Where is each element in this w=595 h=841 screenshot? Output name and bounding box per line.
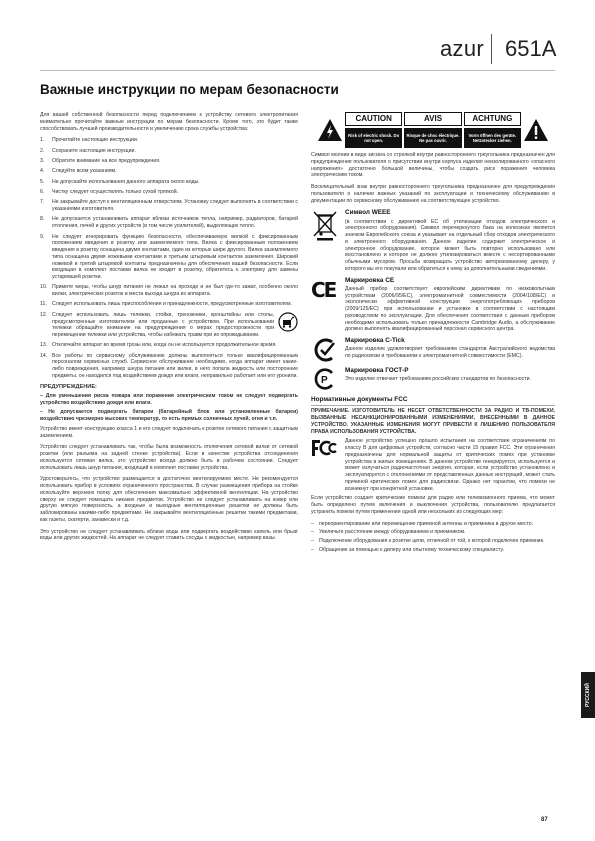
list-item: 2. Сохраните настоящие инструкции. <box>40 147 136 154</box>
paragraph: Данный прибор соответствует европейским директивам по низковольтным устройствам (2006/95/EC), электромагнитной совместимости (2004/108/EC) и экологически эффективной конструкции энергопотребляющих приборов (2009/125/EC) при использовании и установке в соответствии с настоящим руководством по эксплуатации. Для обеспечения соответствия с данным прибором необходимо использовать только принадлежности Cambridge Audio, а обслуживание должно выполнять квалифицированный персонал сервисного центра. <box>345 285 555 333</box>
paragraph: Символ молнии в виде зигзага со стрелкой внутри равностороннего треугольника предназначен для предупреждения пользователя о присутствии внутри корпуса изделия неизолированного «опасного напряжения» достаточно большой величины, чтобы создать риск поражения человека электрическим током. <box>311 152 555 179</box>
left-column <box>40 112 298 547</box>
warning-text: – Не допускается подвергать батареи (батарейный блок или установленные батареи) воздействию чрезмерно высоких температур, то есть прямых солнечных лучей, огня и т.п. <box>40 409 298 423</box>
language-tab: РУССКИЙ <box>581 672 595 718</box>
list-item: 13. Отключайте аппарат во время грозы или, когда он не используется продолжительное время. <box>40 342 277 349</box>
paragraph: Восклицательный знак внутри равностороннего треугольника предназначен для предупреждения пользователя о наличии важных указаний по эксплуатации и техническому обслуживанию в документации по сервисному обслуживанию на соответствующее устройство. <box>311 184 555 204</box>
caution-heading: AVIS <box>404 112 461 126</box>
ctick-section <box>311 337 555 363</box>
paragraph: (в соответствии с директивой ЕС об утилизации отходов электрического и электронного оборудования). Символ перечеркнутого бака на колесиках является значком Европейского союза и указывает на отдельный сбор отходов электрического и электронного оборудования. Данное изделие содержит электрическое и электронное оборудование, которое может быть повторно использовано или восстановлено и которое не должно утилизироваться вместе с несортированными обычными мусором. Просьба возвращать устройство авторизованному дилеру, у которого вы его покупали или обратиться к нему за дополнительными сведениями. <box>345 218 555 272</box>
exclamation-warning-icon <box>521 112 551 148</box>
page-title: Важные инструкции по мерам безопасности <box>40 82 339 97</box>
list-item: 9. Не следует игнорировать функцию безопасности, обеспечиваемую вилкой с фиксированным положением введения в розетку или заземляемого типа. Вилка с фиксированным положением введения в розетку оснащена двумя контактами, один из которых шире другого. Вилка заземляемого типа оснащена двумя ножевыми контактами и третьим штыревым контактом заземления. Широкий ножевой и третий штыревой контакты предназначены для обеспечения вашей безопасности. Если входящая в комплект поставки вилка не входит в розетку, обратитесь к электрику для замены устаревшей розетки. <box>40 233 298 280</box>
paragraph: Данное устройство успешно прошло испытания на соответствие ограничениям по классу B для цифровых устройств, согласно части 15 правил FCC. Эти ограничения предназначены для нормальной защиты от критических помех при установке устройства в жилых помещениях. В данном устройстве генерируется, используется и может излучаться радиочастотная энергия, которая, если устройство установлено и эксплуатируется с отклонениями от представленных данных инструкций, может стать причиной критических помех для радиосвязи. Однако нет гарантии, что помехи не возникнут при конкретной установке. <box>345 438 555 492</box>
section-title: Маркировка CE <box>345 276 395 284</box>
section-title: Маркировка C-Tick <box>345 337 405 345</box>
header-separator <box>491 34 492 64</box>
list-item: – Увеличьте расстояние между оборудованием и приемником. <box>311 529 466 536</box>
fcc-logo-icon <box>311 438 339 458</box>
section-title: Маркировка ГОСТ-Р <box>345 367 409 375</box>
section-title: Символ WEEE <box>345 209 391 217</box>
list-item: 7. Не закрывайте доступ к вентиляционным отверстиям. Установку следует выполнять в соответствии с указаниями изготовителя. <box>40 199 298 213</box>
right-column <box>311 112 555 556</box>
caution-heading: CAUTION <box>345 112 402 126</box>
list-item: – Подключение оборудования к розетке цепи, отличной от той, к которой подключен приемник. <box>311 538 545 545</box>
header-rule <box>40 70 555 71</box>
svg-text:P: P <box>321 375 328 387</box>
warning-text: – Для уменьшения риска пожара или поражения электрическим током не следует подвергать устройство воздействию дождя или влаги. <box>40 392 298 406</box>
list-item: 8. Не допускается устанавливать аппарат вблизи источников тепла, например, радиаторов, батарей отопления, печей и других устройств (в том числе усилителей), выделяющих тепло. <box>40 216 298 230</box>
list-item: 10. Примите меры, чтобы шнур питания не лежал на проходе и не был где-то зажат, особенно около вилки, электрических розеток и места выхода шнура из аппарата. <box>40 284 298 298</box>
paragraph: Устройство имеет конструкцию класса 1 и его следует подключать к розетке сетевого питания с защитным заземлением. <box>40 425 298 439</box>
ce-mark-icon: CE <box>311 277 336 302</box>
list-item: – Обращение за помощью к дилеру или опытному техническому специалисту. <box>311 546 505 553</box>
warning-heading: ПРЕДУПРЕЖДЕНИЕ: <box>40 383 97 390</box>
caution-label <box>315 112 551 148</box>
fcc-heading: Нормативные документы FCC <box>311 396 555 406</box>
weee-section <box>311 209 555 272</box>
list-item: – переориентирование или перемещение приемной антенны и приемника в другое место. <box>311 520 534 527</box>
list-item: 3. Обратите внимание на все предупреждения. <box>40 157 161 164</box>
gost-section <box>311 367 555 391</box>
brand-name: azur <box>440 36 484 61</box>
safety-list <box>40 137 298 379</box>
caution-heading: ACHTUNG <box>464 112 521 126</box>
list-item: 12. Следует использовать лишь тележки, стойки, треножники, кронштейны или столы, предусмотренные изготовителем или проданные с устройством. При использовании тележки обращайте внимание на предупреждения о мерах предосторожности при перемещении тележки или устройства, чтобы избежать травм при их опрокидывании. <box>40 312 298 339</box>
paragraph: Удостоверьтесь, что устройство размещается в достаточно вентилируемом месте. Не рекомендуется использовать прибор в условиях ограниченного пространства. В случае размещения прибора на стойке используйте верхнюю полку для обеспечения максимально эффективной вентиляции. На устройство сверху не следует помещать никаких предметов. Устройство не следует устанавливать на ковер или другую мягкую поверхность, а входные и выходные вентиляционные решетки не должны быть заблокированы какими-либо предметами. Не закрывайте вентиляционные решетки такими предметами, как газеты, скатерти, занавески и т.д. <box>40 476 298 523</box>
page-number: 87 <box>541 817 548 823</box>
paragraph: Это изделие отвечает требованиям российских стандартов по безопасности. <box>345 376 531 383</box>
list-item: 4. Следуйте всем указаниям. <box>40 168 117 175</box>
intro-paragraph: Для вашей собственной безопасности перед подключением к устройству сетевого электропитания внимательно прочитайте важные инструкции по мерам безопасности. Кроме того, это будет также способствовать лучшей производительности и увеличению срока службы устройства: <box>40 112 298 132</box>
crossed-bin-icon <box>311 209 339 241</box>
gost-r-icon <box>311 367 339 391</box>
caution-text: Vorm öffnen des geräte. Netzstecker ziehen. <box>464 128 521 148</box>
fcc-notice: ПРИМЕЧАНИЕ. ИЗГОТОВИТЕЛЬ НЕ НЕСЕТ ОТВЕТСТВЕННОСТИ ЗА РАДИО И ТВ-ПОМЕХИ, ВЫЗВАННЫЕ НЕСАНКЦИОНИРОВАННЫМИ ИЗМЕНЕНИЯМИ, ВНЕСЕННЫМИ В ДАННОЕ УСТРОЙСТВО. УКАЗАННЫЕ ИЗМЕНЕНИЯ МОГУТ ПРИВЕСТИ К ЛИШЕНИЮ ПОЛЬЗОВАТЕЛЯ ПРАВА ИСПОЛЬЗОВАНИЯ УСТРОЙСТВА. <box>311 408 555 435</box>
list-item: 1. Прочитайте настоящие инструкции. <box>40 137 139 144</box>
list-item: 5. Не допускайте использования данного аппарата около воды. <box>40 178 200 185</box>
paragraph: Если устройство создает критические помехи для радио или телевизионного приема, что может быть определено путем включения и выключения устройства, пользователю предлагается устранить помехи путем применения одной или нескольких из следующих мер: <box>311 495 555 515</box>
model-name: 651A <box>505 36 557 61</box>
list-item: 11. Следует использовать лишь приспособления и принадлежности, предусмотренные изготовителем. <box>40 301 292 308</box>
paragraph: Устройство следует устанавливать так, чтобы была возможность отключения сетевой вилки от сетевой розетки (или разъема на задней стенке устройства). Если в качестве устройства отсоединения используется сетевая вилка, это устройство всегда должно быть в рабочем состоянии. Следует использовать лишь шнур питания, входящий в комплект поставки устройства. <box>40 444 298 471</box>
c-tick-icon <box>311 337 339 363</box>
list-item: 6. Чистку следует осуществлять только сухой тряпкой. <box>40 188 179 195</box>
cart-tip-warning-icon <box>278 312 298 332</box>
fcc-measures-list <box>311 521 555 554</box>
lightning-warning-icon <box>315 112 345 148</box>
caution-text: Risk of electric shock. Do not open. <box>345 128 402 148</box>
list-item: 14. Все работы по сервисному обслуживанию должны выполняться только квалифицированным персоналом сервисных служб. Сервисное обслуживание необходимо, когда аппарат имеет какие-либо повреждения, например шнура питания или вилки, в него попала жидкость или посторонние предметы, он находился под воздействием дождя или влаги, неправильно работает или его уронили. <box>40 352 298 379</box>
page-header <box>0 0 595 76</box>
caution-text: Risque de choc électrique. Ne pas ouvrir. <box>404 128 461 148</box>
ce-section <box>311 277 555 334</box>
paragraph: Данное изделие удовлетворяет требованиям стандартов Австралийского ведомства по радиосвязи и требованиям к электромагнитной совместимости (EMC). <box>345 346 555 360</box>
paragraph: Это устройство не следует устанавливать вблизи воды или подвергать воздействию капель или брызг воды или других жидкостей. На аппарат не следует ставить сосуды с жидкостью, например вазы. <box>40 528 298 542</box>
fcc-section <box>311 438 555 492</box>
